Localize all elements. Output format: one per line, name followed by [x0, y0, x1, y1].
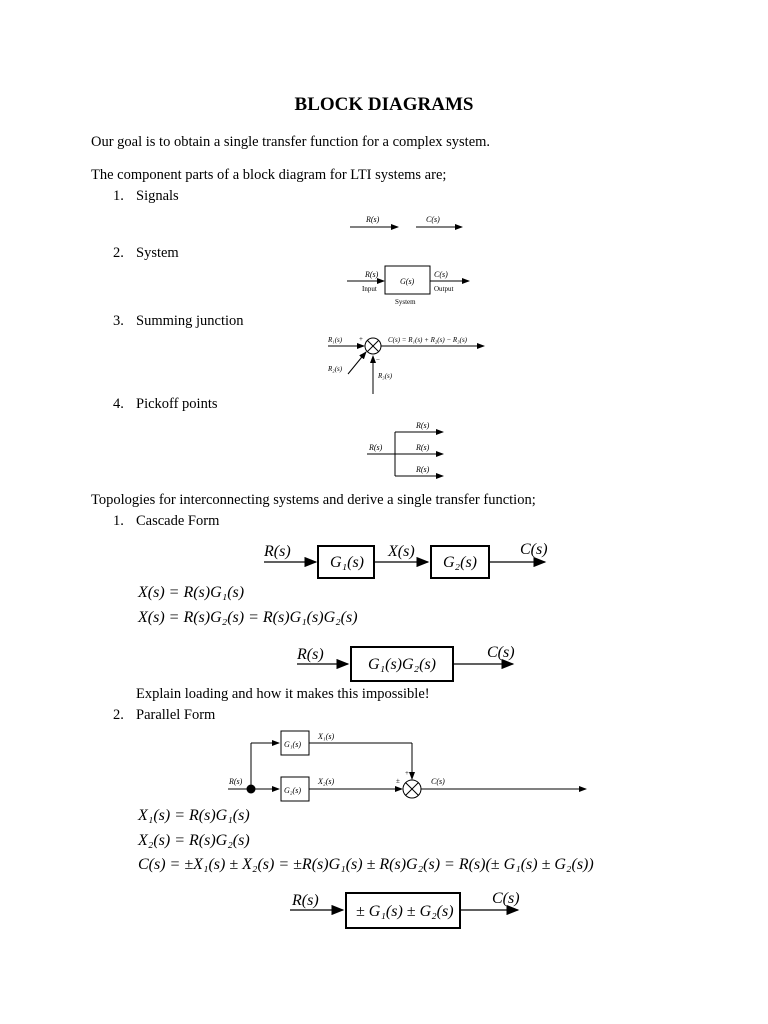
list-number: 1.	[113, 188, 124, 204]
list-number: 3.	[113, 313, 124, 329]
system-diagram	[345, 262, 475, 310]
cascade-equation-1: X(s) = R(s)G₁(s)	[138, 584, 245, 601]
list-number: 2.	[113, 245, 124, 261]
pickoff-r-in-label: R(s)	[369, 443, 383, 452]
sum-r1-label: R₁(s)	[328, 336, 343, 344]
list-item-signals: Signals	[136, 188, 179, 204]
goal-paragraph: Our goal is to obtain a single transfer function for a complex system.	[91, 134, 491, 150]
cascade-diagram	[260, 538, 550, 584]
list-number: 1.	[113, 513, 124, 529]
sum-r2-label: R₂(s)	[328, 365, 343, 373]
parallel-g1-label: G₁(s)	[284, 740, 301, 749]
cascade-result-diagram	[295, 640, 520, 686]
list-item-parallel-form: Parallel Form	[136, 707, 216, 723]
cascade-equation-2: X(s) = R(s)G₂(s) = R(s)G₁(s)G₂(s)	[138, 609, 358, 626]
summing-junction-diagram	[326, 330, 496, 398]
cascade-result-block-label: G₁(s)G₂(s)	[368, 656, 436, 673]
signal-r-label: R(s)	[366, 215, 380, 224]
sum-minus: −	[376, 356, 380, 364]
list-item-system: System	[136, 245, 179, 261]
signal-c-label: C(s)	[426, 215, 440, 224]
cascade-c-label: C(s)	[520, 541, 548, 558]
parallel-r-label: R(s)	[229, 777, 243, 786]
system-r-label: R(s)	[365, 270, 379, 279]
parallel-equation-1: X₁(s) = R(s)G₁(s)	[138, 807, 250, 824]
parallel-equation-3: C(s) = ±X₁(s) ± X₂(s) = ±R(s)G₁(s) ± R(s)G₂(s) = R(s)(± G₁(s) ± G₂(s))	[138, 856, 594, 873]
page-title: BLOCK DIAGRAMS	[294, 94, 474, 115]
parallel-diagram	[228, 727, 593, 807]
system-input-label: Input	[362, 285, 377, 293]
system-caption: System	[395, 298, 416, 306]
cascade-result-r-label: R(s)	[297, 646, 324, 663]
system-output-label: Output	[434, 285, 454, 293]
system-c-label: C(s)	[434, 270, 448, 279]
system-g-label: G(s)	[400, 277, 415, 286]
parallel-x2-label: X₂(s)	[318, 777, 335, 786]
parallel-result-diagram	[288, 888, 523, 934]
parallel-result-c-label: C(s)	[492, 890, 520, 907]
cascade-g1-label: G₁(s)	[330, 554, 364, 571]
sum-plus-2: +	[359, 352, 363, 360]
list-item-summing-junction: Summing junction	[136, 313, 244, 329]
parallel-sign-1: ±	[396, 777, 400, 785]
topologies-intro: Topologies for interconnecting systems and derive a single transfer function;	[91, 492, 536, 508]
components-intro: The component parts of a block diagram for LTI systems are;	[91, 167, 447, 183]
parallel-sign-2: +	[405, 769, 409, 777]
loading-note: Explain loading and how it makes this impossible!	[136, 686, 430, 702]
list-item-pickoff-points: Pickoff points	[136, 396, 218, 412]
parallel-result-block-label: ± G₁(s) ± G₂(s)	[356, 903, 454, 920]
sum-r3-label: R₃(s)	[378, 372, 393, 380]
signals-diagram	[340, 205, 480, 237]
parallel-g2-label: G₂(s)	[284, 786, 301, 795]
parallel-equation-2: X₂(s) = R(s)G₂(s)	[138, 832, 250, 849]
list-number: 2.	[113, 707, 124, 723]
cascade-g2-label: G₂(s)	[443, 554, 477, 571]
pickoff-r1-label: R(s)	[416, 421, 430, 430]
parallel-x1-label: X₁(s)	[318, 732, 335, 741]
pickoff-r2-label: R(s)	[416, 443, 430, 452]
cascade-result-c-label: C(s)	[487, 644, 515, 661]
parallel-result-r-label: R(s)	[292, 892, 319, 909]
list-item-cascade-form: Cascade Form	[136, 513, 220, 529]
list-number: 4.	[113, 396, 124, 412]
sum-r2-arrow	[348, 352, 366, 374]
parallel-c-label: C(s)	[431, 777, 445, 786]
pickoff-r3-label: R(s)	[416, 465, 430, 474]
pickoff-diagram	[365, 418, 455, 480]
cascade-x-label: X(s)	[388, 543, 415, 560]
sum-output-label: C(s) = R₁(s) + R₂(s) − R₃(s)	[388, 336, 468, 344]
cascade-r-label: R(s)	[264, 543, 291, 560]
sum-plus-1: +	[359, 335, 363, 343]
